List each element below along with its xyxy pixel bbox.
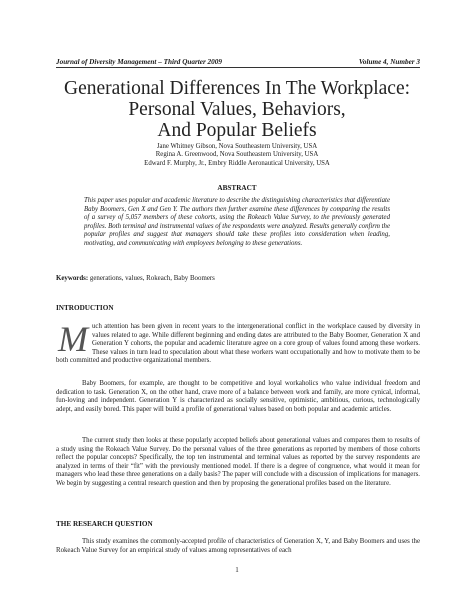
keywords-label: Keywords: (56, 275, 89, 282)
research-question-heading: THE RESEARCH QUESTION (56, 520, 153, 528)
volume-number: Volume 4, Number 3 (358, 58, 420, 66)
journal-name: Journal of Diversity Management – Third Quarter 2009 (56, 58, 222, 66)
author-list (40, 143, 434, 168)
page-number: 1 (235, 566, 239, 574)
abstract-body: This paper uses popular and academic literature to describe the distinguishing characteristics that differentiate Baby Boomers, Gen X and Gen Y. The authors then further examine these differences by comparing the results of a survey of 5,057 members of these cohorts, using the Rokeach Value Survey, to the previously generated profiles. Both terminal and instrumental values of the respondents were analyzed. Results generally confirm the popular profiles and suggest that managers should take these profiles into consideration when leading, motivating, and communicating with employees belonging to these generations. (84, 197, 390, 247)
author-line: Edward F. Murphy, Jr., Embry Riddle Aeronautical University, USA (144, 159, 330, 167)
introduction-heading: INTRODUCTION (56, 304, 114, 312)
author-line: Regina A. Greenwood, Nova Southeastern University, USA (155, 151, 319, 159)
title-line-2: Personal Values, Behaviors, (128, 99, 346, 120)
title-line-1: Generational Differences In The Workplace: (63, 78, 411, 99)
abstract-heading: ABSTRACT (217, 184, 257, 192)
author-line: Jane Whitney Gibson, Nova Southeastern University, USA (156, 143, 318, 150)
introduction-paragraph-2: Baby Boomers, for example, are thought to be competitive and loyal workaholics who value individual freedom and dedication to task. Generation X, on the other hand, crave more of a balance between work and family, are more cynical, informal, fun-loving and independent. Generation Y is characterized as socially sensitive, optimistic, ambitious, curious, technologically adept, and easily bored. This paper will build a profile of generational values based on both popular and academic articles. (56, 380, 420, 413)
drop-cap-letter: M (58, 319, 88, 359)
running-header (56, 58, 420, 68)
introduction-paragraph-1-text: uch attention has been given in recent years to the intergenerational conflict in the workplace caused by diversity in values related to age. While different beginning and ending dates are attributed to the Baby Boomer, Generation X and Generation Y cohorts, the popular and academic literature agree on a core group of values found among these workers. These values in turn lead to speculation about what these workers want occupationally and how to motivate them to be both committed and productive organizational members. (56, 323, 420, 364)
paper-title (40, 78, 434, 141)
keywords-line (56, 275, 420, 282)
keywords-text: generations, values, Rokeach, Baby Boomers (89, 275, 215, 282)
research-question-paragraph: This study examines the commonly-accepted profile of characteristics of Generation X, Y, and Baby Boomers and uses the Rokeach Value Survey for an empirical study of values among representatives of each (56, 538, 420, 554)
introduction-paragraph-1 (56, 319, 420, 366)
introduction-paragraph-3: The current study then looks at these popularly accepted beliefs about generational values and compares them to results of a study using the Rokeach Value Survey. Do the personal values of the three generations as reported by members of those cohorts reflect the popular concepts? Specifically, the top ten instrumental and terminal values as reported by the survey respondents are analyzed in terms of their “fit” with the previously mentioned model. If there is a degree of congruence, what would it mean for managers who lead these three generations on a daily basis? The paper will conclude with a discussion of implications for managers. We begin by suggesting a central research question and then by proposing the generational profiles based on the literature. (56, 437, 420, 487)
title-line-3: And Popular Beliefs (157, 120, 317, 141)
